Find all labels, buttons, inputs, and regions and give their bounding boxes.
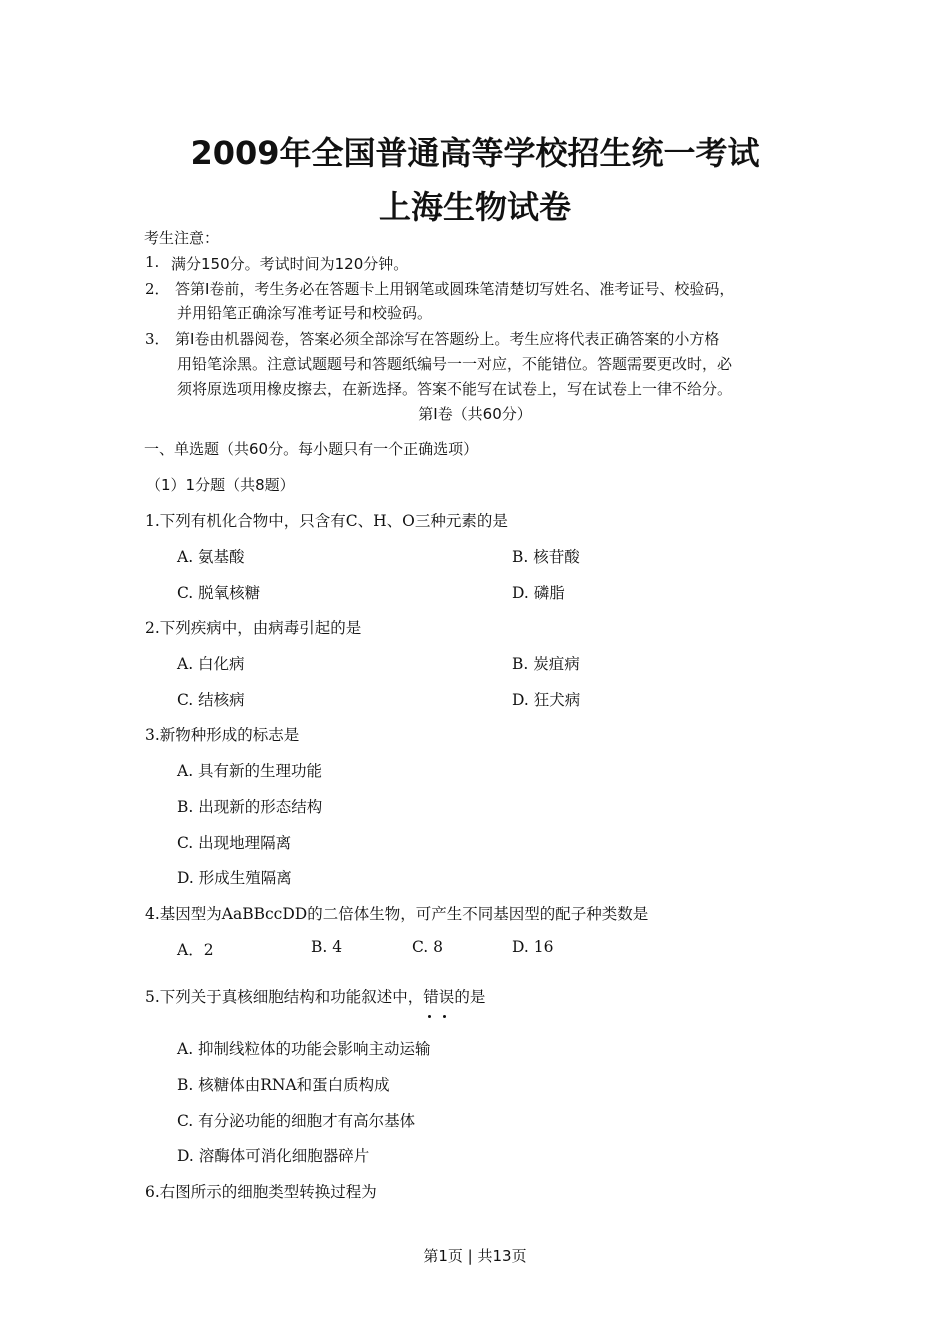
question-3-option-a: A. 具有新的生理功能 <box>177 762 323 780</box>
notice-2-num: 2． <box>145 280 170 298</box>
exam-title-line2: 上海生物试卷 <box>378 188 571 226</box>
emphasis-dot <box>443 1015 446 1018</box>
question-2-option-d: D. 狂犬病 <box>512 691 581 709</box>
question-2-option-c: C. 结核病 <box>177 691 245 709</box>
question-1-option-b: B. 核苷酸 <box>512 548 580 566</box>
notice-3-text-line2: 用铅笔涂黑。注意试题题号和答题纸编号一一对应，不能错位。答题需要更改时，必 <box>177 355 733 373</box>
question-1-option-d: D. 磷脂 <box>512 584 565 602</box>
question-3-option-c: C. 出现地理隔离 <box>177 834 292 852</box>
question-2-option-a: A. 白化病 <box>177 655 245 673</box>
notice-1-num: 1. <box>145 253 160 271</box>
question-4-option-b: B. 4 <box>311 938 343 956</box>
notice-3-text-line1: 第Ⅰ卷由机器阅卷，答案必须全部涂写在答题纷上。考生应将代表正确答案的小方格 <box>175 330 720 348</box>
question-3-option-d: D. 形成生殖隔离 <box>177 869 292 887</box>
question-3-stem: 3.新物种形成的标志是 <box>145 726 300 744</box>
question-3-option-b: B. 出现新的形态结构 <box>177 798 323 816</box>
notice-heading: 考生注意： <box>144 229 220 247</box>
notice-1-text: 满分150分。考试时间为120分钟。 <box>171 255 409 273</box>
question-1-option-a: A. 氨基酸 <box>177 548 245 566</box>
question-5-stem-prefix: 5.下列关于真核细胞结构和功能叙述中， <box>145 988 424 1006</box>
sub-heading: （1）1分题（共8题） <box>146 476 295 494</box>
page-footer: 第1页 | 共13页 <box>423 1247 527 1265</box>
question-5-option-d: D. 溶酶体可消化细胞器碎片 <box>177 1147 370 1165</box>
question-5-stem-suffix: 的是 <box>454 988 486 1006</box>
question-2-option-b: B. 炭疽病 <box>512 655 580 673</box>
question-4-stem: 4.基因型为AaBBccDD的二倍体生物，可产生不同基因型的配子种类数是 <box>145 905 649 923</box>
question-4-option-d: D. 16 <box>512 938 554 956</box>
question-4-option-c: C. 8 <box>412 938 444 956</box>
part-heading: 一、单选题（共60分。每小题只有一个正确选项） <box>144 440 479 458</box>
question-5-stem <box>145 985 485 1007</box>
question-4-option-a: A．2 <box>177 941 214 959</box>
emphasis-dot <box>428 1015 431 1018</box>
question-1-stem: 1.下列有机化合物中，只含有C、H、O三种元素的是 <box>145 512 508 530</box>
notice-2-text-line1: 答第Ⅰ卷前，考生务必在答题卡上用钢笔或圆珠笔清楚切写姓名、准考证号、校验码， <box>175 280 735 298</box>
question-5-stem-emphasis: 错误 <box>423 985 454 1007</box>
question-5-option-a: A. 抑制线粒体的功能会影响主动运输 <box>177 1040 431 1058</box>
section-title: 第Ⅰ卷（共60分） <box>418 405 532 423</box>
notice-3-num: 3． <box>145 330 170 348</box>
notice-2-text-line2: 并用铅笔正确涂写准考证号和校验码。 <box>177 304 433 322</box>
question-1-option-c: C. 脱氧核糖 <box>177 584 261 602</box>
question-5-option-b: B. 核糖体由RNA和蛋白质构成 <box>177 1076 390 1094</box>
exam-title-line1: 2009年全国普通高等学校招生统一考试 <box>190 134 760 172</box>
notice-3-text-line3: 须将原选项用橡皮擦去，在新选择。答案不能写在试卷上，写在试卷上一律不给分。 <box>177 380 733 398</box>
question-6-stem: 6.右图所示的细胞类型转换过程为 <box>145 1183 377 1201</box>
question-5-option-c: C. 有分泌功能的细胞才有高尔基体 <box>177 1112 416 1130</box>
question-2-stem: 2.下列疾病中，由病毒引起的是 <box>145 619 362 637</box>
